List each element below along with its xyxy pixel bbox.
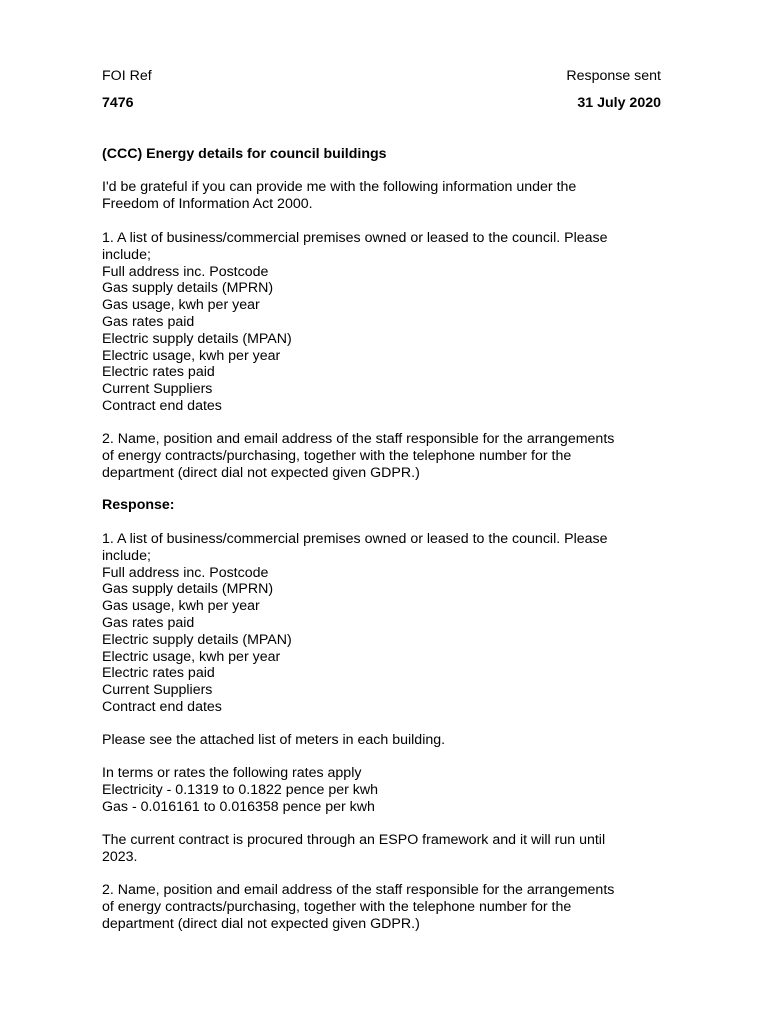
text-line: Gas usage, kwh per year — [102, 297, 260, 314]
text-line: Electric rates paid — [102, 364, 215, 381]
response-item-2 — [102, 882, 667, 932]
foi-ref-label: FOI Ref — [102, 68, 152, 84]
text-line: Gas - 0.016161 to 0.016358 pence per kwh — [102, 798, 375, 815]
text-line: Gas supply details (MPRN) — [102, 280, 274, 297]
text-line: In terms or rates the following rates apply — [102, 765, 362, 781]
text-line: Full address inc. Postcode — [102, 564, 269, 581]
request-item-1 — [102, 230, 667, 415]
response-item-1 — [102, 531, 667, 716]
text-line: Contract end dates — [102, 397, 222, 414]
text-line: 1. A list of business/commercial premises owned or leased to the council. Please — [102, 531, 608, 547]
text-line: 2. Name, position and email address of the staff responsible for the arrangements — [102, 882, 615, 898]
text-line: Electricity - 0.1319 to 0.1822 pence per kwh — [102, 781, 379, 798]
text-line: Current Suppliers — [102, 682, 213, 699]
text-line: Electric supply details (MPAN) — [102, 631, 292, 648]
header-labels-row — [102, 68, 661, 86]
text-line: 2023. — [102, 848, 138, 865]
response-heading: Response: — [102, 497, 175, 513]
foi-ref-value: 7476 — [102, 95, 134, 111]
text-line: Contract end dates — [102, 698, 222, 715]
text-line: of energy contracts/purchasing, together with the telephone number for the — [102, 898, 572, 915]
text-line: Freedom of Information Act 2000. — [102, 195, 313, 212]
text-line: include; — [102, 547, 151, 564]
text-line: Electric rates paid — [102, 665, 215, 682]
response-sent-value: 31 July 2020 — [577, 95, 661, 111]
text-line: I'd be grateful if you can provide me with the following information under the — [102, 179, 577, 195]
text-line: Gas rates paid — [102, 313, 195, 330]
text-line: Current Suppliers — [102, 381, 213, 398]
header-values-row — [102, 95, 661, 113]
text-line: The current contract is procured through an ESPO framework and it will run until — [102, 832, 606, 848]
document-title: (CCC) Energy details for council buildings — [102, 146, 387, 162]
text-line: Electric supply details (MPAN) — [102, 330, 292, 347]
contract-block — [102, 832, 667, 866]
text-line: 1. A list of business/commercial premises owned or leased to the council. Please — [102, 230, 608, 246]
text-line: of energy contracts/purchasing, together with the telephone number for the — [102, 447, 572, 464]
text-line: Gas usage, kwh per year — [102, 598, 260, 615]
rates-block — [102, 765, 667, 815]
attached-note: Please see the attached list of meters in each building. — [102, 732, 446, 748]
text-line: Full address inc. Postcode — [102, 263, 269, 280]
text-line: department (direct dial not expected given GDPR.) — [102, 464, 420, 481]
text-line: department (direct dial not expected given GDPR.) — [102, 915, 420, 932]
request-intro — [102, 179, 667, 213]
text-line: 2. Name, position and email address of the staff responsible for the arrangements — [102, 431, 615, 447]
request-item-2 — [102, 431, 667, 481]
text-line: Electric usage, kwh per year — [102, 648, 281, 665]
response-sent-label: Response sent — [566, 68, 661, 84]
text-line: Electric usage, kwh per year — [102, 347, 281, 364]
text-line: Gas rates paid — [102, 614, 195, 631]
text-line: Gas supply details (MPRN) — [102, 581, 274, 598]
text-line: include; — [102, 246, 151, 263]
